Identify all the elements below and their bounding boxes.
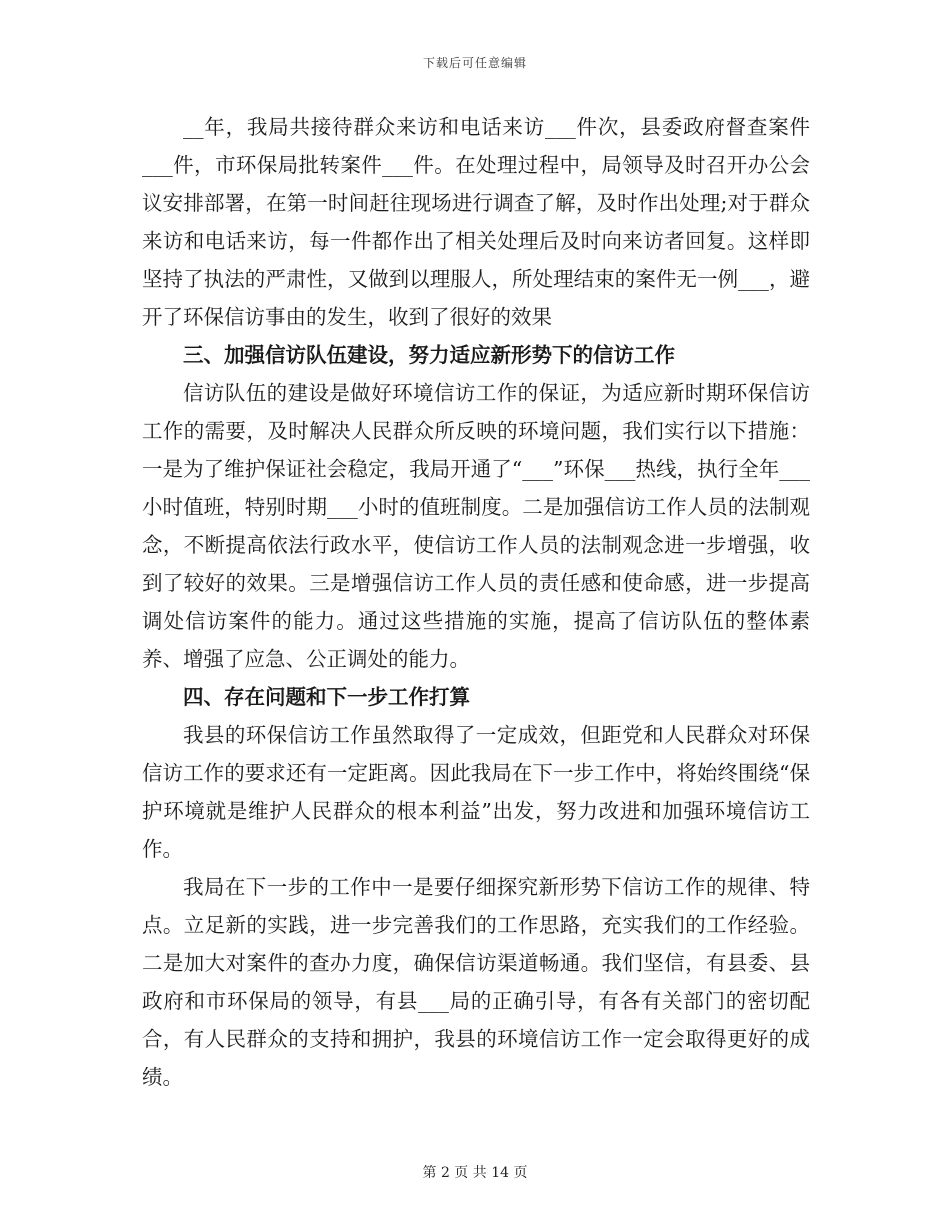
document-body (142, 108, 810, 1096)
paragraph-problems: 我县的环保信访工作虽然取得了一定成效，但距党和人民群众对环保信访工作的要求还有一定距离。因此我局在下一步工作中，将始终围绕“保护环境就是维护人民群众的根本利益”出发，努力改进和加强环境信访工作。 (142, 723, 810, 861)
paragraph-team-building: 信访队伍的建设是做好环境信访工作的保证，为适应新时期环保信访工作的需要，及时解决人民群众所反映的环境问题，我们实行以下措施：一是为了维护保证社会稳定，我局开通了“___”环保___热线，执行全年___小时值班，特别时期___小时的值班制度。二是加强信访工作人员的法制观念，不断提高依法行政水平，使信访工作人员的法制观念进一步增强，收到了较好的效果。三是增强信访工作人员的责任感和使命感，进一步提高调处信访案件的能力。通过这些措施的实施，提高了信访队伍的整体素养、增强了应急、公正调处的能力。 (142, 381, 810, 671)
section-heading-3: 三、加强信访队伍建设，努力适应新形势下的信访工作 (183, 343, 675, 367)
page-number: 第 2 页 共 14 页 (422, 1165, 528, 1181)
paragraph-statistics: __年，我局共接待群众来访和电话来访___件次，县委政府督查案件___件，市环保局批转案件___件。在处理过程中，局领导及时召开办公会议安排部署，在第一时间赶往现场进行调查了解，及时作出处理;对于群众来访和电话来访，每一件都作出了相关处理后及时向来访者回复。这样即坚持了执法的严肃性，又做到以理服人，所处理结束的案件无一例___，避开了环保信访事由的发生，收到了很好的效果 (142, 115, 810, 329)
page-header: 下载后可任意编辑 (422, 56, 527, 70)
section-heading-4: 四、存在问题和下一步工作打算 (183, 685, 470, 709)
paragraph-next-steps: 我局在下一步的工作中一是要仔细探究新形势下信访工作的规律、特点。立足新的实践，进一步完善我们的工作思路，充实我们的工作经验。二是加大对案件的查办力度，确保信访渠道畅通。我们坚信，有县委、县政府和市环保局的领导，有县___局的正确引导，有各有关部门的密切配合，有人民群众的支持和拥护，我县的环境信访工作一定会取得更好的成绩。 (142, 875, 810, 1089)
